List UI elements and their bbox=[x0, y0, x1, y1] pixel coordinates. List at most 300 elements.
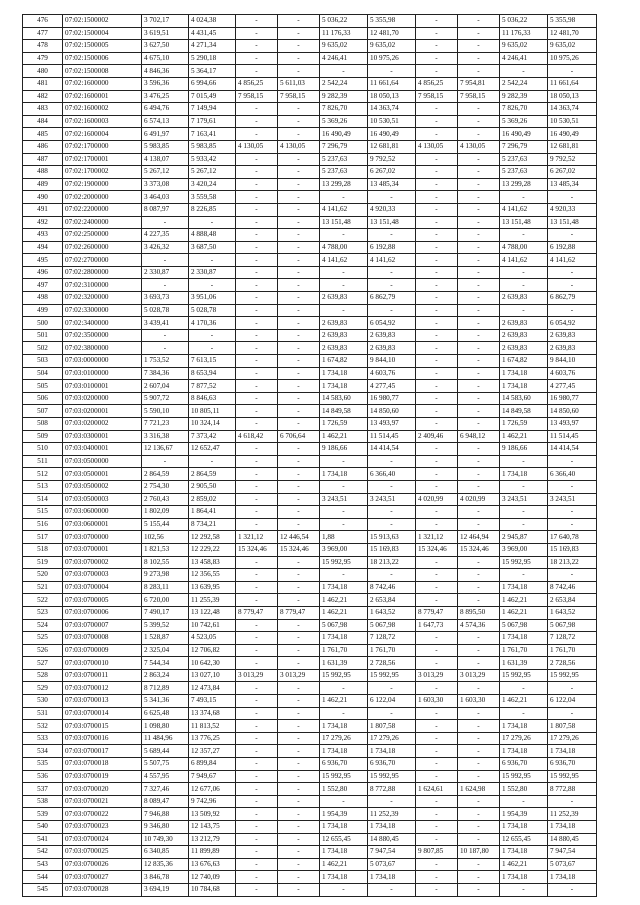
value-cell: 1 631,39 bbox=[500, 657, 548, 670]
value-cell: - bbox=[278, 883, 320, 896]
value-cell: 17 640,78 bbox=[548, 531, 597, 544]
row-number-cell: 481 bbox=[23, 77, 63, 90]
value-cell: 10 324,14 bbox=[189, 418, 236, 431]
value-cell: - bbox=[458, 317, 500, 330]
value-cell: 9 282,39 bbox=[500, 90, 548, 103]
value-cell: - bbox=[458, 27, 500, 40]
value-cell: - bbox=[278, 115, 320, 128]
value-cell: - bbox=[458, 795, 500, 808]
value-cell: 13 509,92 bbox=[189, 808, 236, 821]
table-row bbox=[23, 556, 597, 569]
row-number-cell: 539 bbox=[23, 808, 63, 821]
value-cell: - bbox=[548, 266, 597, 279]
row-number-cell: 491 bbox=[23, 203, 63, 216]
value-cell: - bbox=[500, 229, 548, 242]
code-cell: 07:03:0700003 bbox=[63, 569, 142, 582]
table-row bbox=[23, 833, 597, 846]
value-cell: 3 316,38 bbox=[142, 430, 189, 443]
value-cell: - bbox=[236, 15, 278, 28]
value-cell: 3 013,29 bbox=[416, 669, 458, 682]
table-row bbox=[23, 115, 597, 128]
value-cell: - bbox=[236, 241, 278, 254]
value-cell: - bbox=[278, 178, 320, 191]
value-cell: 2 330,87 bbox=[142, 266, 189, 279]
value-cell: 1 631,39 bbox=[320, 657, 368, 670]
code-cell: 07:03:0000000 bbox=[63, 355, 142, 368]
row-number-cell: 488 bbox=[23, 166, 63, 179]
row-number-cell: 530 bbox=[23, 695, 63, 708]
code-cell: 07:03:0700006 bbox=[63, 606, 142, 619]
value-cell: 1 802,09 bbox=[142, 506, 189, 519]
table-row bbox=[23, 191, 597, 204]
value-cell: 4 603,76 bbox=[368, 367, 416, 380]
value-cell: - bbox=[416, 518, 458, 531]
row-number-cell: 545 bbox=[23, 883, 63, 896]
value-cell: 3 693,73 bbox=[142, 292, 189, 305]
row-number-cell: 543 bbox=[23, 858, 63, 871]
value-cell: - bbox=[236, 367, 278, 380]
value-cell: 4 431,45 bbox=[189, 27, 236, 40]
value-cell: - bbox=[189, 254, 236, 267]
code-cell: 07:03:0100001 bbox=[63, 380, 142, 393]
value-cell: 11 176,33 bbox=[500, 27, 548, 40]
value-cell: - bbox=[416, 178, 458, 191]
value-cell: 12 681,81 bbox=[368, 140, 416, 153]
table-row bbox=[23, 707, 597, 720]
code-cell: 07:03:0700027 bbox=[63, 871, 142, 884]
value-cell: - bbox=[278, 468, 320, 481]
value-cell: 8 742,46 bbox=[548, 581, 597, 594]
code-cell: 07:03:0600000 bbox=[63, 506, 142, 519]
value-cell: - bbox=[320, 229, 368, 242]
table-row bbox=[23, 103, 597, 116]
value-cell: - bbox=[458, 15, 500, 28]
row-number-cell: 509 bbox=[23, 430, 63, 443]
value-cell: 1 098,80 bbox=[142, 720, 189, 733]
value-cell: 7 958,15 bbox=[416, 90, 458, 103]
row-number-cell: 514 bbox=[23, 493, 63, 506]
value-cell: 14 880,45 bbox=[548, 833, 597, 846]
value-cell: - bbox=[320, 795, 368, 808]
value-cell: 2 607,04 bbox=[142, 380, 189, 393]
value-cell: 1 954,39 bbox=[500, 808, 548, 821]
value-cell: - bbox=[278, 858, 320, 871]
code-cell: 07:02:1500006 bbox=[63, 52, 142, 65]
value-cell: - bbox=[236, 203, 278, 216]
code-cell: 07:02:3800000 bbox=[63, 342, 142, 355]
value-cell: 6 936,70 bbox=[500, 758, 548, 771]
value-cell: - bbox=[416, 808, 458, 821]
value-cell: 15 992,95 bbox=[320, 556, 368, 569]
value-cell: - bbox=[278, 846, 320, 859]
value-cell: - bbox=[236, 103, 278, 116]
value-cell: - bbox=[236, 304, 278, 317]
value-cell: 8 089,47 bbox=[142, 795, 189, 808]
row-number-cell: 492 bbox=[23, 216, 63, 229]
code-cell: 07:02:2200000 bbox=[63, 203, 142, 216]
value-cell: 10 530,51 bbox=[368, 115, 416, 128]
value-cell: - bbox=[278, 795, 320, 808]
value-cell: - bbox=[189, 329, 236, 342]
value-cell: 4 523,05 bbox=[189, 632, 236, 645]
value-cell: 7 384,36 bbox=[142, 367, 189, 380]
value-cell: 7 613,15 bbox=[189, 355, 236, 368]
value-cell: - bbox=[236, 871, 278, 884]
row-number-cell: 490 bbox=[23, 191, 63, 204]
table-row bbox=[23, 128, 597, 141]
value-cell: - bbox=[278, 329, 320, 342]
value-cell: 10 187,80 bbox=[458, 846, 500, 859]
value-cell: 5 028,78 bbox=[189, 304, 236, 317]
value-cell: - bbox=[458, 720, 500, 733]
value-cell: - bbox=[236, 619, 278, 632]
value-cell: - bbox=[416, 732, 458, 745]
value-cell: 1 734,18 bbox=[548, 871, 597, 884]
code-cell: 07:02:1700000 bbox=[63, 140, 142, 153]
value-cell: - bbox=[458, 304, 500, 317]
value-cell: 5 067,98 bbox=[320, 619, 368, 632]
value-cell: 16 490,49 bbox=[320, 128, 368, 141]
table-row bbox=[23, 682, 597, 695]
row-number-cell: 538 bbox=[23, 795, 63, 808]
value-cell: 12 481,70 bbox=[548, 27, 597, 40]
value-cell: - bbox=[320, 480, 368, 493]
value-cell: - bbox=[236, 720, 278, 733]
value-cell: - bbox=[416, 329, 458, 342]
value-cell: 3 694,19 bbox=[142, 883, 189, 896]
value-cell: - bbox=[189, 279, 236, 292]
row-number-cell: 503 bbox=[23, 355, 63, 368]
table-row bbox=[23, 493, 597, 506]
value-cell: 2 639,83 bbox=[500, 317, 548, 330]
value-cell: - bbox=[320, 707, 368, 720]
value-cell: - bbox=[236, 594, 278, 607]
value-cell: - bbox=[368, 279, 416, 292]
table-row bbox=[23, 317, 597, 330]
value-cell: - bbox=[278, 732, 320, 745]
value-cell: - bbox=[278, 594, 320, 607]
value-cell: 2 330,87 bbox=[189, 266, 236, 279]
code-cell: 07:02:1700002 bbox=[63, 166, 142, 179]
code-cell: 07:02:2600000 bbox=[63, 241, 142, 254]
value-cell: 1 462,21 bbox=[500, 858, 548, 871]
row-number-cell: 502 bbox=[23, 342, 63, 355]
value-cell: - bbox=[278, 720, 320, 733]
value-cell: 15 992,95 bbox=[500, 556, 548, 569]
table-row bbox=[23, 883, 597, 896]
value-cell: 15 169,83 bbox=[548, 543, 597, 556]
value-cell: 9 635,02 bbox=[320, 40, 368, 53]
row-number-cell: 525 bbox=[23, 632, 63, 645]
table-row bbox=[23, 858, 597, 871]
value-cell: - bbox=[142, 216, 189, 229]
value-cell: 1 734,18 bbox=[320, 871, 368, 884]
value-cell: 8 734,21 bbox=[189, 518, 236, 531]
value-cell: 4 020,99 bbox=[458, 493, 500, 506]
value-cell: 6 366,40 bbox=[548, 468, 597, 481]
value-cell: - bbox=[458, 392, 500, 405]
value-cell: 4 130,05 bbox=[236, 140, 278, 153]
value-cell: 13 212,79 bbox=[189, 833, 236, 846]
table-row bbox=[23, 229, 597, 242]
value-cell: 15 992,95 bbox=[368, 770, 416, 783]
value-cell: - bbox=[278, 304, 320, 317]
value-cell: 1 734,18 bbox=[368, 871, 416, 884]
value-cell: - bbox=[458, 833, 500, 846]
code-cell: 07:02:1700001 bbox=[63, 153, 142, 166]
value-cell: - bbox=[458, 40, 500, 53]
value-cell: 1 734,18 bbox=[548, 745, 597, 758]
value-cell: 13 458,83 bbox=[189, 556, 236, 569]
value-cell: 13 485,34 bbox=[368, 178, 416, 191]
value-cell: 4 920,33 bbox=[368, 203, 416, 216]
value-cell: - bbox=[278, 770, 320, 783]
row-number-cell: 494 bbox=[23, 241, 63, 254]
value-cell: 2 864,59 bbox=[142, 468, 189, 481]
value-cell: - bbox=[278, 216, 320, 229]
value-cell: - bbox=[548, 506, 597, 519]
value-cell: 3 559,58 bbox=[189, 191, 236, 204]
row-number-cell: 517 bbox=[23, 531, 63, 544]
value-cell: - bbox=[278, 15, 320, 28]
value-cell: 9 807,85 bbox=[416, 846, 458, 859]
value-cell: - bbox=[416, 758, 458, 771]
row-number-cell: 495 bbox=[23, 254, 63, 267]
value-cell: 4 141,62 bbox=[500, 254, 548, 267]
value-cell: - bbox=[458, 418, 500, 431]
value-cell: 5 341,36 bbox=[142, 695, 189, 708]
value-cell: - bbox=[416, 229, 458, 242]
table-row bbox=[23, 153, 597, 166]
value-cell: - bbox=[458, 342, 500, 355]
table-row bbox=[23, 783, 597, 796]
value-cell: - bbox=[236, 254, 278, 267]
code-cell: 07:03:0700025 bbox=[63, 846, 142, 859]
value-cell: - bbox=[278, 342, 320, 355]
value-cell: 8 895,50 bbox=[458, 606, 500, 619]
row-number-cell: 505 bbox=[23, 380, 63, 393]
value-cell: 1 734,18 bbox=[548, 821, 597, 834]
value-cell: - bbox=[236, 418, 278, 431]
value-cell: - bbox=[548, 279, 597, 292]
value-cell: 6 122,04 bbox=[368, 695, 416, 708]
table-row bbox=[23, 581, 597, 594]
row-number-cell: 526 bbox=[23, 644, 63, 657]
value-cell: - bbox=[278, 254, 320, 267]
code-cell: 07:03:0700013 bbox=[63, 695, 142, 708]
row-number-cell: 521 bbox=[23, 581, 63, 594]
value-cell: - bbox=[548, 191, 597, 204]
value-cell: 4 856,25 bbox=[236, 77, 278, 90]
value-cell: 4 856,25 bbox=[416, 77, 458, 90]
value-cell: - bbox=[416, 128, 458, 141]
code-cell: 07:02:1900000 bbox=[63, 178, 142, 191]
value-cell: 4 130,05 bbox=[416, 140, 458, 153]
value-cell: 5 507,75 bbox=[142, 758, 189, 771]
value-cell: 7 373,42 bbox=[189, 430, 236, 443]
value-cell: 1 603,30 bbox=[416, 695, 458, 708]
value-cell: - bbox=[278, 569, 320, 582]
value-cell: 1 734,18 bbox=[320, 846, 368, 859]
table-row bbox=[23, 657, 597, 670]
value-cell: 14 880,45 bbox=[368, 833, 416, 846]
value-cell: - bbox=[458, 858, 500, 871]
value-cell: 2 639,83 bbox=[368, 329, 416, 342]
code-cell: 07:03:0700011 bbox=[63, 669, 142, 682]
value-cell: 15 324,46 bbox=[416, 543, 458, 556]
value-cell: 2 639,83 bbox=[500, 292, 548, 305]
value-cell: 14 850,60 bbox=[368, 405, 416, 418]
value-cell: - bbox=[278, 871, 320, 884]
row-number-cell: 519 bbox=[23, 556, 63, 569]
value-cell: 10 805,11 bbox=[189, 405, 236, 418]
value-cell: 5 355,98 bbox=[368, 15, 416, 28]
value-cell: - bbox=[416, 40, 458, 53]
value-cell: - bbox=[548, 304, 597, 317]
value-cell: 6 122,04 bbox=[548, 695, 597, 708]
value-cell: 5 073,67 bbox=[368, 858, 416, 871]
value-cell: 5 237,63 bbox=[320, 153, 368, 166]
value-cell: 6 494,76 bbox=[142, 103, 189, 116]
code-cell: 07:02:1600003 bbox=[63, 115, 142, 128]
value-cell: 2 639,83 bbox=[500, 342, 548, 355]
value-cell: 14 363,74 bbox=[548, 103, 597, 116]
value-cell: 1 734,18 bbox=[368, 821, 416, 834]
value-cell: - bbox=[236, 858, 278, 871]
table-row bbox=[23, 392, 597, 405]
value-cell: - bbox=[500, 707, 548, 720]
code-cell: 07:03:0700010 bbox=[63, 657, 142, 670]
code-cell: 07:03:0500001 bbox=[63, 468, 142, 481]
value-cell: 12 706,82 bbox=[189, 644, 236, 657]
value-cell: 12 143,75 bbox=[189, 821, 236, 834]
value-cell: 6 936,70 bbox=[320, 758, 368, 771]
value-cell: 7 954,81 bbox=[458, 77, 500, 90]
value-cell: 10 975,26 bbox=[368, 52, 416, 65]
value-cell: 3 464,03 bbox=[142, 191, 189, 204]
value-cell: - bbox=[458, 191, 500, 204]
code-cell: 07:02:2800000 bbox=[63, 266, 142, 279]
value-cell: - bbox=[368, 480, 416, 493]
value-cell: - bbox=[236, 506, 278, 519]
value-cell: - bbox=[458, 644, 500, 657]
value-cell: - bbox=[416, 304, 458, 317]
value-cell: 16 490,49 bbox=[500, 128, 548, 141]
value-cell: - bbox=[500, 795, 548, 808]
value-cell: 7 149,94 bbox=[189, 103, 236, 116]
value-cell: - bbox=[458, 682, 500, 695]
value-cell: - bbox=[416, 405, 458, 418]
value-cell: 4 024,38 bbox=[189, 15, 236, 28]
value-cell: 1 761,70 bbox=[548, 644, 597, 657]
value-cell: 2 905,50 bbox=[189, 480, 236, 493]
value-cell: 4 141,62 bbox=[320, 203, 368, 216]
value-cell: - bbox=[458, 657, 500, 670]
value-cell: 3 373,08 bbox=[142, 178, 189, 191]
value-cell: 12 655,45 bbox=[320, 833, 368, 846]
value-cell: - bbox=[236, 178, 278, 191]
value-cell: - bbox=[278, 191, 320, 204]
table-row bbox=[23, 279, 597, 292]
value-cell: - bbox=[236, 569, 278, 582]
value-cell: - bbox=[458, 871, 500, 884]
value-cell: - bbox=[278, 418, 320, 431]
code-cell: 07:03:0700007 bbox=[63, 619, 142, 632]
value-cell: - bbox=[236, 770, 278, 783]
value-cell: - bbox=[368, 506, 416, 519]
value-cell: - bbox=[189, 216, 236, 229]
value-cell: - bbox=[416, 833, 458, 846]
value-cell: - bbox=[236, 745, 278, 758]
value-cell: - bbox=[236, 229, 278, 242]
value-cell: - bbox=[278, 27, 320, 40]
value-cell: 15 324,46 bbox=[236, 543, 278, 556]
value-cell: - bbox=[416, 581, 458, 594]
value-cell: - bbox=[236, 52, 278, 65]
code-cell: 07:03:0700020 bbox=[63, 783, 142, 796]
value-cell: 12 481,70 bbox=[368, 27, 416, 40]
value-cell: 7 128,72 bbox=[368, 632, 416, 645]
value-cell: - bbox=[236, 783, 278, 796]
value-cell: 12 655,45 bbox=[500, 833, 548, 846]
value-cell: - bbox=[236, 329, 278, 342]
value-cell: - bbox=[416, 821, 458, 834]
value-cell: 5 028,78 bbox=[142, 304, 189, 317]
table-row bbox=[23, 355, 597, 368]
value-cell: 9 742,96 bbox=[189, 795, 236, 808]
value-cell: 1 624,61 bbox=[416, 783, 458, 796]
value-cell: 6 054,92 bbox=[548, 317, 597, 330]
value-cell: 3 702,17 bbox=[142, 15, 189, 28]
code-cell: 07:03:0700023 bbox=[63, 821, 142, 834]
row-number-cell: 507 bbox=[23, 405, 63, 418]
value-cell: 11 484,96 bbox=[142, 732, 189, 745]
value-cell: 12 677,06 bbox=[189, 783, 236, 796]
value-cell: 17 279,26 bbox=[548, 732, 597, 745]
value-cell: - bbox=[278, 821, 320, 834]
value-cell: 1 761,70 bbox=[368, 644, 416, 657]
value-cell: - bbox=[278, 506, 320, 519]
row-number-cell: 541 bbox=[23, 833, 63, 846]
row-number-cell: 536 bbox=[23, 770, 63, 783]
value-cell: 1 647,73 bbox=[416, 619, 458, 632]
value-cell: - bbox=[278, 556, 320, 569]
value-cell: - bbox=[458, 632, 500, 645]
table-row bbox=[23, 203, 597, 216]
value-cell: 14 849,58 bbox=[320, 405, 368, 418]
value-cell: 15 992,95 bbox=[320, 770, 368, 783]
value-cell: 5 155,44 bbox=[142, 518, 189, 531]
value-cell: 1 528,87 bbox=[142, 632, 189, 645]
value-cell: - bbox=[236, 846, 278, 859]
value-cell: 4 141,62 bbox=[548, 254, 597, 267]
value-cell: 4 141,62 bbox=[500, 203, 548, 216]
row-number-cell: 510 bbox=[23, 443, 63, 456]
value-cell: - bbox=[236, 128, 278, 141]
table-row bbox=[23, 644, 597, 657]
value-cell: 7 721,23 bbox=[142, 418, 189, 431]
value-cell: 3 619,51 bbox=[142, 27, 189, 40]
value-cell: - bbox=[458, 380, 500, 393]
table-row bbox=[23, 90, 597, 103]
value-cell: - bbox=[500, 65, 548, 78]
value-cell: 1 734,18 bbox=[500, 846, 548, 859]
value-cell: - bbox=[368, 518, 416, 531]
value-cell: - bbox=[458, 367, 500, 380]
row-number-cell: 504 bbox=[23, 367, 63, 380]
value-cell: 2 639,83 bbox=[548, 329, 597, 342]
code-cell: 07:03:0700009 bbox=[63, 644, 142, 657]
